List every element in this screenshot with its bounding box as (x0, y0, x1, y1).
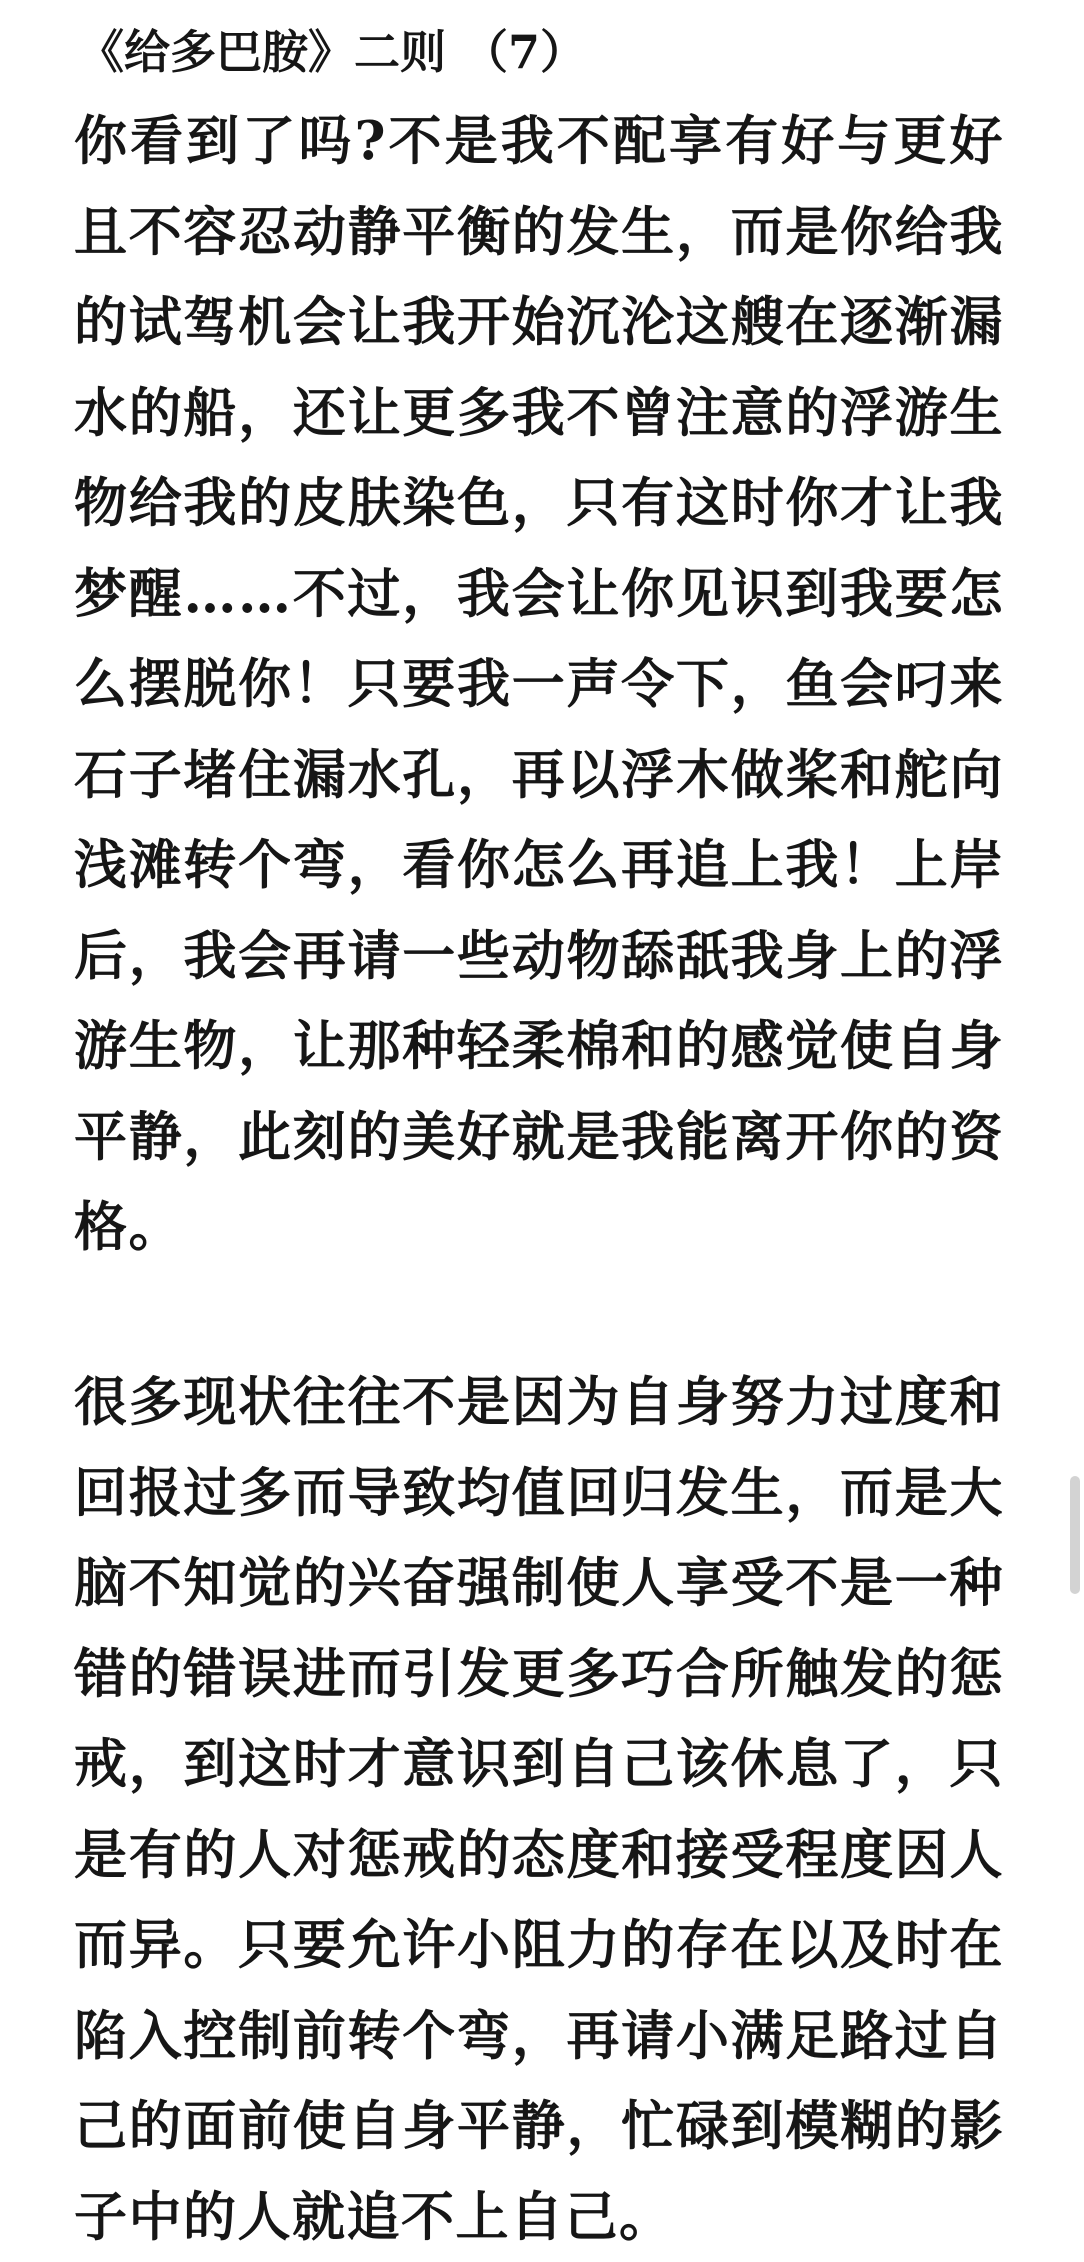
paragraph-1: 你看到了吗?不是我不配享有好与更好且不容忍动静平衡的发生，而是你给我的试驾机会让我开始沉沦这艘在逐渐漏水的船，还让更多我不曾注意的浮游生物给我的皮肤染色，只有这时你才让我梦醒……不过，我会让你见识到我要怎么摆脱你！只要我一声令下，鱼会叼来石子堵住漏水孔，再以浮木做桨和舵向浅滩转个弯，看你怎么再追上我！上岸后，我会再请一些动物舔舐我身上的浮游生物，让那种轻柔棉和的感觉使自身平静，此刻的美好就是我能离开你的资格。 (74, 110, 1004, 1258)
scrollbar-thumb[interactable] (1070, 1476, 1080, 1594)
document-title: 《给多巴胺》二则 （7） (78, 25, 587, 79)
paragraph-2: 很多现状往往不是因为自身努力过度和回报过多而导致均值回归发生，而是大脑不知觉的兴奋强制使人享受不是一种错的错误进而引发更多巧合所触发的惩戒，到这时才意识到自己该休息了，只是有的人对惩戒的态度和接受程度因人而异。只要允许小阻力的存在以及时在陷入控制前转个弯，再请小满足路过自己的面前使自身平静，忙碌到模糊的影子中的人就追不上自己。 (74, 1371, 1004, 2248)
